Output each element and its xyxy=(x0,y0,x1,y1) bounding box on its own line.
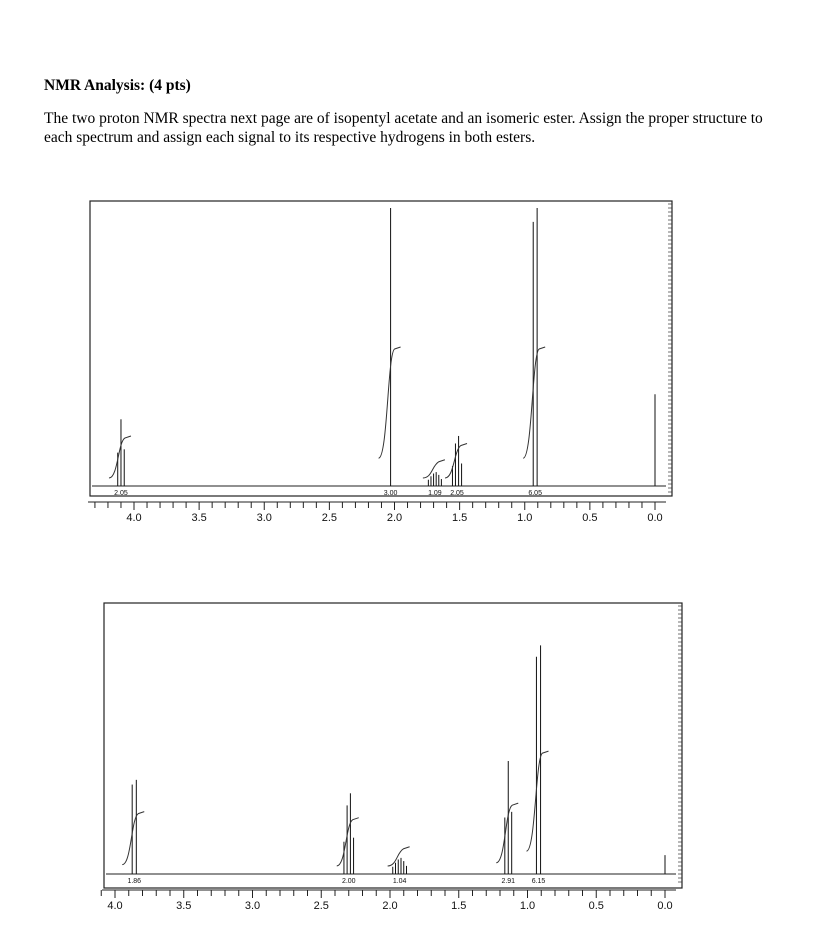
integral-curve xyxy=(122,812,144,865)
nmr-spectrum-1 xyxy=(88,201,672,524)
document-body: The two proton NMR spectra next page are of isopentyl acetate and an isomeric ester. Assign the proper structure to each spectrum and assign each signal to its respective hydrogens in both esters. xyxy=(44,110,763,146)
integral-label: 3.00 xyxy=(383,490,398,497)
integral-curve xyxy=(337,818,359,866)
integral-label: 2.05 xyxy=(114,490,128,497)
tick-label: 2.5 xyxy=(313,900,329,912)
tick-label: 1.5 xyxy=(451,512,468,524)
tick-label: 2.5 xyxy=(321,512,338,524)
tick-label: 4.0 xyxy=(107,900,123,912)
integral-label: 1.86 xyxy=(127,878,142,885)
integral-curve xyxy=(445,443,467,478)
nmr-spectrum-2 xyxy=(101,603,682,912)
tick-label: 2.0 xyxy=(386,512,403,524)
tick-label: 0.0 xyxy=(657,900,673,912)
integral-curve xyxy=(527,751,549,851)
integral-label: 6.15 xyxy=(531,878,546,885)
tick-label: 1.0 xyxy=(517,512,533,524)
integral-label: 2.00 xyxy=(341,878,356,885)
tick-label: 3.0 xyxy=(244,900,261,912)
document-heading: NMR Analysis: (4 pts) xyxy=(44,77,191,94)
tick-label: 0.5 xyxy=(582,512,598,524)
integral-label: 6.05 xyxy=(528,490,542,497)
tick-label: 4.0 xyxy=(126,512,142,524)
tick-label: 1.5 xyxy=(451,900,467,912)
integral-label: 1.04 xyxy=(392,878,407,885)
tick-label: 0.0 xyxy=(647,512,663,524)
tick-label: 2.0 xyxy=(382,900,398,912)
integral-curve xyxy=(379,347,401,458)
integral-label: 1.09 xyxy=(428,490,442,497)
tick-label: 3.5 xyxy=(191,512,207,524)
integral-curve xyxy=(523,347,545,458)
plot-frame xyxy=(104,603,682,888)
integral-label: 2.05 xyxy=(450,490,464,497)
tick-label: 0.5 xyxy=(588,900,604,912)
tick-label: 1.0 xyxy=(519,900,536,912)
integral-curve xyxy=(109,436,131,478)
integral-label: 2.91 xyxy=(501,878,516,885)
tick-label: 3.5 xyxy=(176,900,192,912)
tick-label: 3.0 xyxy=(256,512,272,524)
integral-curve xyxy=(496,803,518,863)
plot-frame xyxy=(90,201,672,496)
